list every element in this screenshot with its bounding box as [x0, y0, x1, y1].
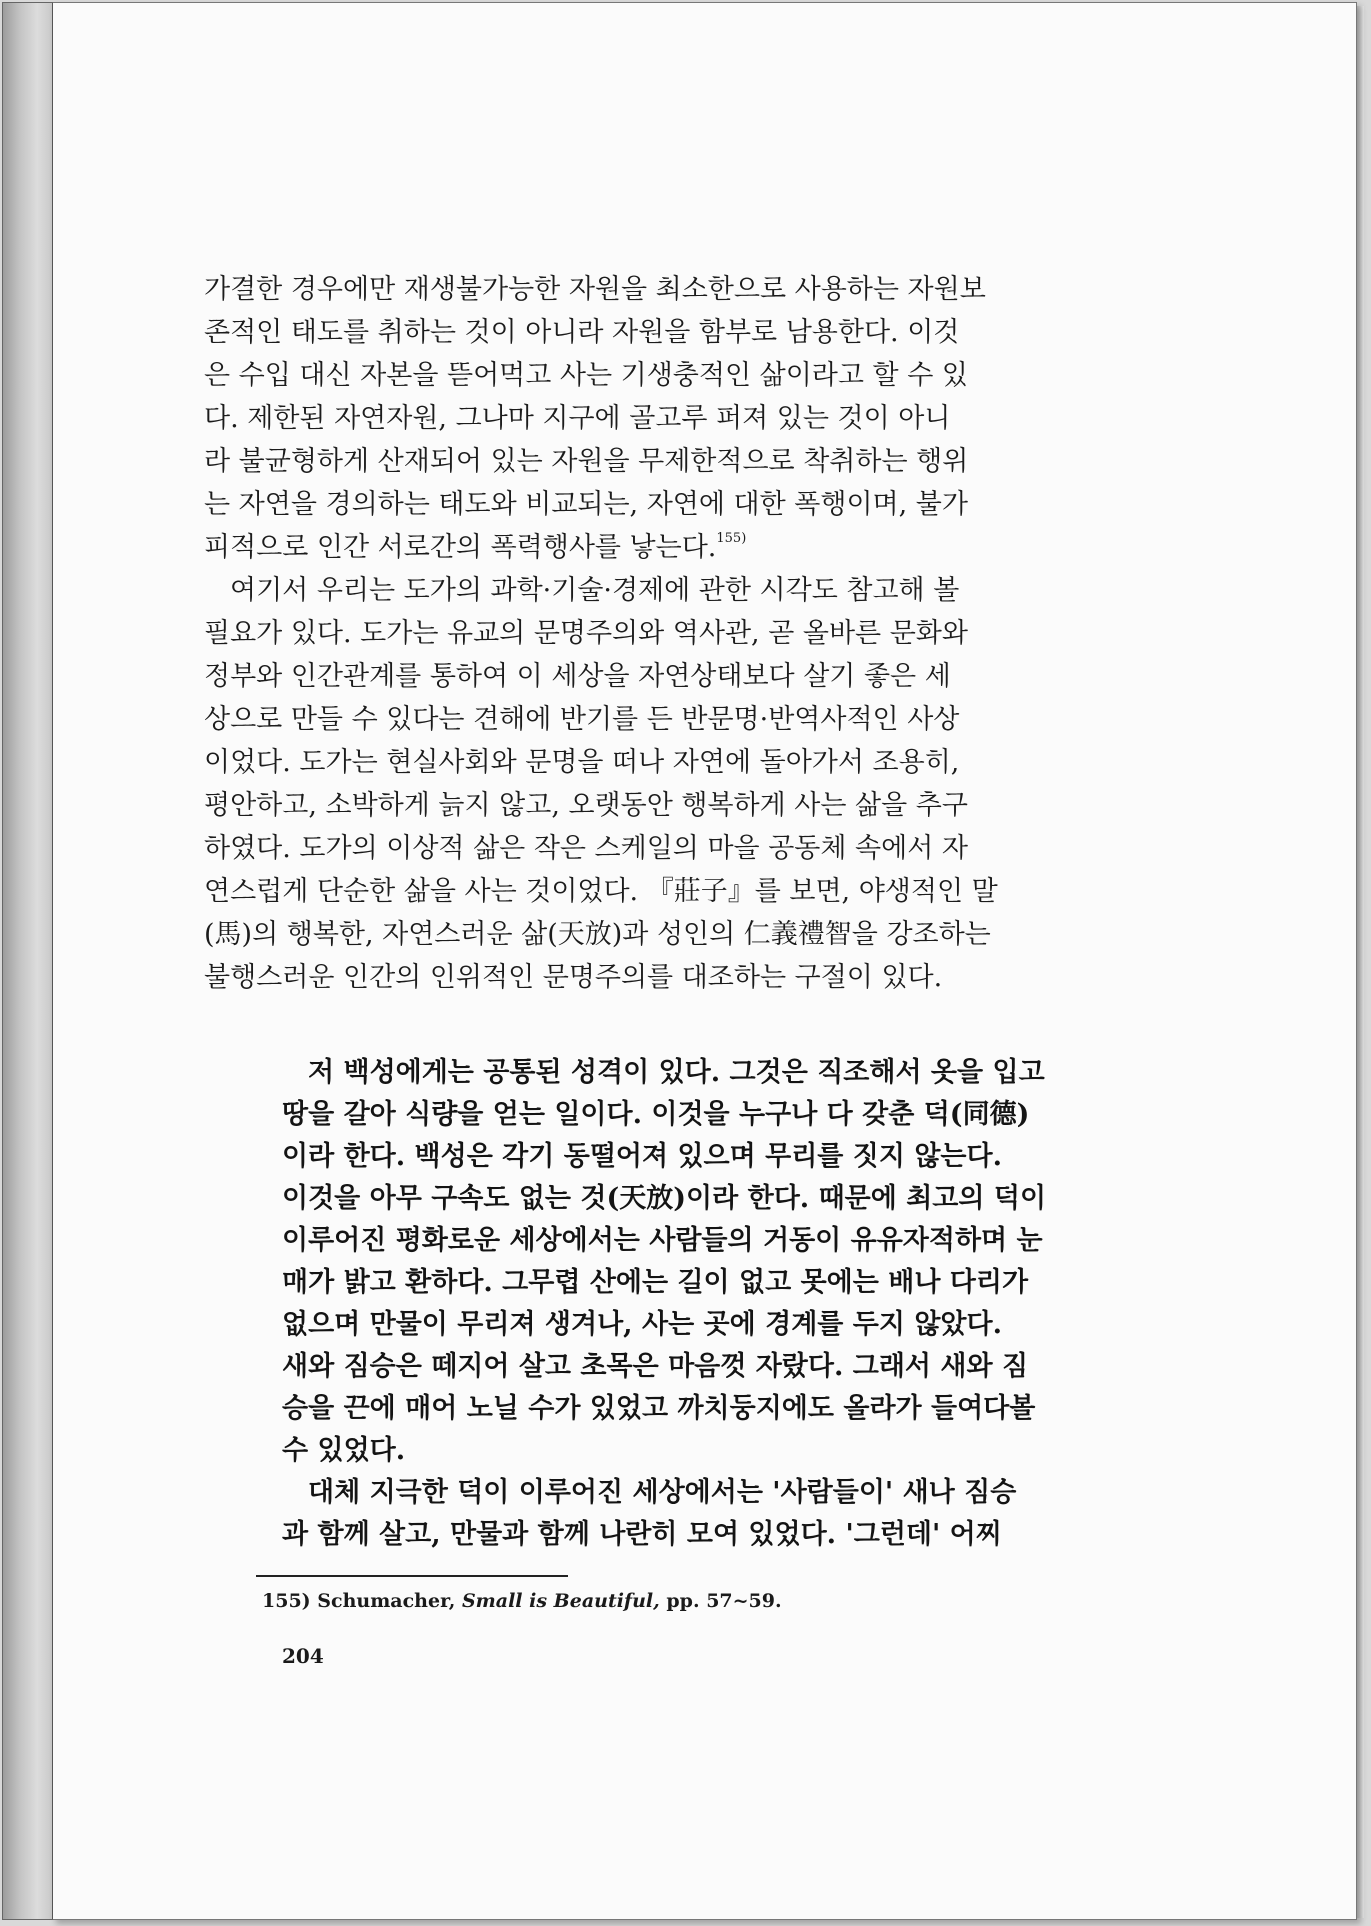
page-number: 204 — [282, 1644, 324, 1668]
footnote — [262, 1590, 782, 1612]
footnote-reference: 155) — [716, 531, 747, 546]
text-line: 는 자연을 경의하는 태도와 비교되는, 자연에 대한 폭행이며, 불가 — [204, 489, 968, 520]
text-line: 여기서 우리는 도가의 과학·기술·경제에 관한 시각도 참고해 볼 — [230, 575, 960, 606]
text-line: (馬)의 행복한, 자연스러운 삶(天放)과 성인의 仁義禮智을 강조하는 — [204, 919, 991, 950]
footnote-pages: pp. 57~59. — [666, 1590, 782, 1612]
text-line: 다. 제한된 자연자원, 그나마 지구에 골고루 퍼져 있는 것이 아니 — [204, 403, 951, 434]
footnote-author: Schumacher, — [317, 1590, 456, 1612]
text-line: 필요가 있다. 도가는 유교의 문명주의와 역사관, 곧 올바른 문화와 — [204, 618, 968, 649]
text-line: 정부와 인간관계를 통하여 이 세상을 자연상태보다 살기 좋은 세 — [204, 661, 951, 692]
quote-line: 이것을 아무 구속도 없는 것(天放)이라 한다. 때문에 최고의 덕이 — [282, 1183, 1047, 1214]
text-line: 연스럽게 단순한 삶을 사는 것이었다. 『莊子』를 보면, 야생적인 말 — [204, 876, 998, 907]
text-line: 존적인 태도를 취하는 것이 아니라 자원을 함부로 남용한다. 이것 — [204, 317, 960, 348]
text-line: 라 불균형하게 산재되어 있는 자원을 무제한적으로 착취하는 행위 — [204, 446, 969, 477]
text-line: 불행스러운 인간의 인위적인 문명주의를 대조하는 구절이 있다. — [204, 962, 943, 993]
page-edge — [1356, 6, 1364, 1918]
quote-line: 과 함께 살고, 만물과 함께 나란히 모여 있었다. '그런데' 어찌 — [282, 1519, 1002, 1550]
text-line: 은 수입 대신 자본을 뜯어먹고 사는 기생충적인 삶이라고 할 수 있 — [204, 360, 968, 391]
quote-line: 이루어진 평화로운 세상에서는 사람들의 거동이 유유자적하며 눈 — [282, 1225, 1043, 1256]
text-line: 평안하고, 소박하게 늙지 않고, 오랫동안 행복하게 사는 삶을 추구 — [204, 790, 968, 821]
quote-line: 없으며 만물이 무리져 생겨나, 사는 곳에 경계를 두지 않았다. — [282, 1309, 1002, 1340]
footnote-title: Small is Beautiful, — [461, 1590, 660, 1612]
text-line: 상으로 만들 수 있다는 견해에 반기를 든 반문명·반역사적인 사상 — [204, 704, 960, 735]
book-spine — [2, 2, 52, 1920]
text-line: 이었다. 도가는 현실사회와 문명을 떠나 자연에 돌아가서 조용히, — [204, 747, 960, 778]
footnote-number: 155) — [262, 1590, 311, 1612]
quote-line: 대체 지극한 덕이 이루어진 세상에서는 '사람들이' 새나 짐승 — [308, 1477, 1017, 1508]
text-line — [204, 526, 1164, 569]
quote-line: 땅을 갈아 식량을 얻는 일이다. 이것을 누구나 다 갖춘 덕(同德) — [282, 1099, 1030, 1130]
text-line: 가결한 경우에만 재생불가능한 자원을 최소한으로 사용하는 자원보 — [204, 274, 986, 305]
block-quote — [282, 1052, 1152, 1556]
footnote-divider — [256, 1575, 568, 1577]
body-text — [204, 268, 1164, 999]
quote-line: 승을 끈에 매어 노닐 수가 있었고 까치둥지에도 올라가 들여다볼 — [282, 1393, 1036, 1424]
quote-line: 이라 한다. 백성은 각기 동떨어져 있으며 무리를 짓지 않는다. — [282, 1141, 1002, 1172]
quote-line: 새와 짐승은 떼지어 살고 초목은 마음껏 자랐다. 그래서 새와 짐 — [282, 1351, 1029, 1382]
quote-line: 저 백성에게는 공통된 성격이 있다. 그것은 직조해서 옷을 입고 — [308, 1057, 1045, 1088]
text-line: 하였다. 도가의 이상적 삶은 작은 스케일의 마을 공동체 속에서 자 — [204, 833, 968, 864]
quote-line: 매가 밝고 환하다. 그무렵 산에는 길이 없고 못에는 배나 다리가 — [282, 1267, 1029, 1298]
text-line-content: 피적으로 인간 서로간의 폭력행사를 낳는다. — [204, 532, 717, 563]
quote-line: 수 있었다. — [282, 1435, 406, 1466]
